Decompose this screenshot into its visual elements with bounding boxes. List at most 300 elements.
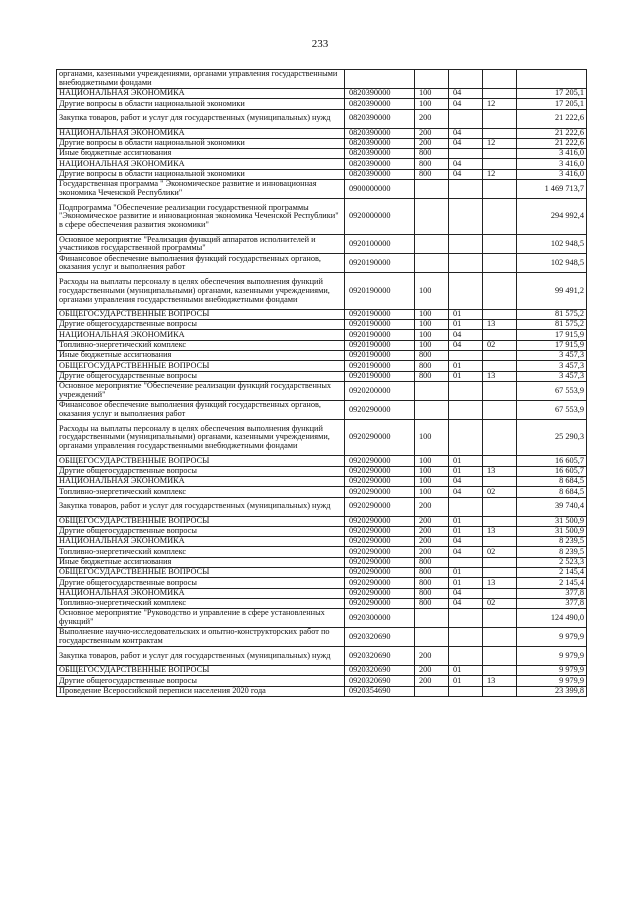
section-cell: 04	[449, 159, 483, 169]
amount-cell	[517, 70, 587, 89]
expense-type-cell	[415, 199, 449, 235]
amount-cell: 2 145,4	[517, 578, 587, 588]
subsection-cell	[483, 628, 517, 647]
subsection-cell: 12	[483, 99, 517, 109]
subsection-cell	[483, 381, 517, 400]
expense-name-cell: Другие вопросы в области национальной экономики	[57, 138, 345, 148]
expense-name-cell: Государственная программа " Экономическое развитие и инновационная экономика Чеченской Республики"	[57, 180, 345, 199]
expense-type-cell: 800	[415, 598, 449, 608]
section-cell	[449, 609, 483, 628]
subsection-cell	[483, 309, 517, 319]
section-cell: 04	[449, 476, 483, 486]
expense-name-cell: ОБЩЕГОСУДАРСТВЕННЫЕ ВОПРОСЫ	[57, 666, 345, 676]
table-row	[57, 128, 587, 138]
amount-cell: 67 553,9	[517, 400, 587, 419]
expense-name-cell: ОБЩЕГОСУДАРСТВЕННЫЕ ВОПРОСЫ	[57, 309, 345, 319]
section-cell: 01	[449, 578, 483, 588]
table-row	[57, 666, 587, 676]
budget-table-body	[57, 70, 587, 697]
target-code-cell	[345, 70, 415, 89]
expense-type-cell: 200	[415, 109, 449, 128]
target-code-cell: 0920190000	[345, 320, 415, 330]
expense-name-cell: Другие общегосударственные вопросы	[57, 526, 345, 536]
expense-type-cell	[415, 235, 449, 254]
target-code-cell: 0920290000	[345, 516, 415, 526]
expense-name-cell: НАЦИОНАЛЬНАЯ ЭКОНОМИКА	[57, 537, 345, 547]
section-cell: 04	[449, 128, 483, 138]
amount-cell: 124 490,0	[517, 609, 587, 628]
table-row	[57, 547, 587, 557]
expense-name-cell: Закупка товаров, работ и услуг для государственных (муниципальных) нужд	[57, 497, 345, 516]
subsection-cell	[483, 89, 517, 99]
table-row	[57, 400, 587, 419]
amount-cell: 8 684,5	[517, 487, 587, 497]
expense-type-cell: 200	[415, 537, 449, 547]
section-cell	[449, 235, 483, 254]
expense-name-cell: ОБЩЕГОСУДАРСТВЕННЫЕ ВОПРОСЫ	[57, 361, 345, 371]
expense-type-cell: 800	[415, 351, 449, 361]
expense-type-cell: 800	[415, 568, 449, 578]
section-cell: 01	[449, 516, 483, 526]
target-code-cell: 0920290000	[345, 588, 415, 598]
table-row	[57, 70, 587, 89]
section-cell	[449, 419, 483, 455]
expense-name-cell: Иные бюджетные ассигнования	[57, 351, 345, 361]
subsection-cell: 02	[483, 340, 517, 350]
subsection-cell	[483, 647, 517, 666]
expense-type-cell: 800	[415, 149, 449, 159]
target-code-cell: 0920290000	[345, 537, 415, 547]
expense-name-cell: Другие общегосударственные вопросы	[57, 676, 345, 686]
expense-name-cell: Иные бюджетные ассигнования	[57, 149, 345, 159]
target-code-cell: 0920190000	[345, 330, 415, 340]
subsection-cell: 12	[483, 169, 517, 179]
expense-name-cell: Закупка товаров, работ и услуг для государственных (муниципальных) нужд	[57, 109, 345, 128]
target-code-cell: 0820390000	[345, 138, 415, 148]
expense-type-cell: 800	[415, 371, 449, 381]
amount-cell: 9 979,9	[517, 647, 587, 666]
table-row	[57, 309, 587, 319]
amount-cell: 16 605,7	[517, 466, 587, 476]
table-row	[57, 361, 587, 371]
amount-cell: 377,8	[517, 598, 587, 608]
amount-cell: 8 239,5	[517, 547, 587, 557]
subsection-cell	[483, 109, 517, 128]
table-row	[57, 138, 587, 148]
expense-type-cell: 200	[415, 676, 449, 686]
expense-name-cell: НАЦИОНАЛЬНАЯ ЭКОНОМИКА	[57, 476, 345, 486]
expense-name-cell: НАЦИОНАЛЬНАЯ ЭКОНОМИКА	[57, 330, 345, 340]
target-code-cell: 0920290000	[345, 487, 415, 497]
expense-type-cell: 200	[415, 526, 449, 536]
expense-type-cell	[415, 686, 449, 696]
amount-cell: 17 915,9	[517, 330, 587, 340]
section-cell: 04	[449, 99, 483, 109]
expense-type-cell: 100	[415, 456, 449, 466]
table-row	[57, 537, 587, 547]
amount-cell: 17 205,1	[517, 89, 587, 99]
table-row	[57, 330, 587, 340]
expense-type-cell: 200	[415, 647, 449, 666]
target-code-cell: 0920200000	[345, 381, 415, 400]
section-cell	[449, 109, 483, 128]
expense-name-cell: Другие общегосударственные вопросы	[57, 320, 345, 330]
expense-type-cell: 100	[415, 99, 449, 109]
expense-type-cell: 800	[415, 578, 449, 588]
expense-type-cell: 100	[415, 466, 449, 476]
section-cell	[449, 647, 483, 666]
amount-cell: 2 145,4	[517, 568, 587, 578]
section-cell	[449, 149, 483, 159]
expense-type-cell: 200	[415, 666, 449, 676]
table-row	[57, 526, 587, 536]
expense-type-cell: 200	[415, 128, 449, 138]
expense-name-cell: Топливно-энергетический комплекс	[57, 487, 345, 497]
amount-cell: 23 399,8	[517, 686, 587, 696]
expense-name-cell: Другие вопросы в области национальной экономики	[57, 169, 345, 179]
amount-cell: 8 239,5	[517, 537, 587, 547]
expense-name-cell: Топливно-энергетический комплекс	[57, 340, 345, 350]
target-code-cell: 0920290000	[345, 578, 415, 588]
target-code-cell: 0920290000	[345, 400, 415, 419]
amount-cell: 21 222,6	[517, 128, 587, 138]
expense-name-cell: ОБЩЕГОСУДАРСТВЕННЫЕ ВОПРОСЫ	[57, 568, 345, 578]
target-code-cell: 0920190000	[345, 340, 415, 350]
amount-cell: 17 915,9	[517, 340, 587, 350]
expense-type-cell	[415, 400, 449, 419]
table-row	[57, 516, 587, 526]
subsection-cell	[483, 557, 517, 567]
section-cell: 04	[449, 89, 483, 99]
expense-name-cell: органами, казенными учреждениями, органами управления государственными внебюджетными фондами	[57, 70, 345, 89]
subsection-cell	[483, 149, 517, 159]
target-code-cell: 0920290000	[345, 497, 415, 516]
table-row	[57, 676, 587, 686]
expense-name-cell: Топливно-энергетический комплекс	[57, 598, 345, 608]
expense-name-cell: ОБЩЕГОСУДАРСТВЕННЫЕ ВОПРОСЫ	[57, 516, 345, 526]
expense-name-cell: Другие общегосударственные вопросы	[57, 371, 345, 381]
section-cell: 01	[449, 361, 483, 371]
amount-cell: 3 416,0	[517, 169, 587, 179]
expense-name-cell: Финансовое обеспечение выполнения функций государственных органов, оказания услуг и выполнения работ	[57, 400, 345, 419]
subsection-cell	[483, 180, 517, 199]
expense-type-cell	[415, 254, 449, 273]
amount-cell: 102 948,5	[517, 254, 587, 273]
amount-cell: 294 992,4	[517, 199, 587, 235]
subsection-cell	[483, 568, 517, 578]
section-cell: 04	[449, 487, 483, 497]
section-cell	[449, 400, 483, 419]
subsection-cell	[483, 70, 517, 89]
subsection-cell: 13	[483, 466, 517, 476]
expense-type-cell: 200	[415, 497, 449, 516]
subsection-cell	[483, 235, 517, 254]
amount-cell: 2 523,3	[517, 557, 587, 567]
subsection-cell	[483, 666, 517, 676]
target-code-cell: 0820390000	[345, 99, 415, 109]
table-row	[57, 254, 587, 273]
page-number: 233	[311, 38, 329, 50]
expense-type-cell: 800	[415, 361, 449, 371]
section-cell: 01	[449, 666, 483, 676]
table-row	[57, 456, 587, 466]
section-cell	[449, 70, 483, 89]
amount-cell: 25 290,3	[517, 419, 587, 455]
section-cell: 04	[449, 330, 483, 340]
amount-cell: 8 684,5	[517, 476, 587, 486]
section-cell	[449, 381, 483, 400]
subsection-cell	[483, 273, 517, 309]
subsection-cell	[483, 361, 517, 371]
subsection-cell: 02	[483, 487, 517, 497]
target-code-cell: 0920290000	[345, 456, 415, 466]
amount-cell: 81 575,2	[517, 309, 587, 319]
amount-cell: 39 740,4	[517, 497, 587, 516]
section-cell	[449, 199, 483, 235]
expense-type-cell: 100	[415, 309, 449, 319]
expense-name-cell: Другие вопросы в области национальной экономики	[57, 99, 345, 109]
target-code-cell: 0920190000	[345, 273, 415, 309]
section-cell: 01	[449, 371, 483, 381]
target-code-cell: 0920290000	[345, 419, 415, 455]
expense-name-cell: НАЦИОНАЛЬНАЯ ЭКОНОМИКА	[57, 159, 345, 169]
expense-name-cell: НАЦИОНАЛЬНАЯ ЭКОНОМИКА	[57, 588, 345, 598]
table-row	[57, 497, 587, 516]
target-code-cell: 0920320690	[345, 666, 415, 676]
subsection-cell	[483, 537, 517, 547]
amount-cell: 21 222,6	[517, 109, 587, 128]
section-cell	[449, 497, 483, 516]
target-code-cell: 0920290000	[345, 476, 415, 486]
expense-type-cell: 100	[415, 340, 449, 350]
expense-name-cell: Основное мероприятие "Обеспечение реализации функций государственных учреждений"	[57, 381, 345, 400]
amount-cell: 31 500,9	[517, 526, 587, 536]
subsection-cell: 13	[483, 676, 517, 686]
subsection-cell	[483, 497, 517, 516]
target-code-cell: 0820390000	[345, 89, 415, 99]
subsection-cell: 13	[483, 526, 517, 536]
target-code-cell: 0920320690	[345, 647, 415, 666]
amount-cell: 9 979,9	[517, 676, 587, 686]
amount-cell: 9 979,9	[517, 628, 587, 647]
target-code-cell: 0920190000	[345, 351, 415, 361]
table-row	[57, 180, 587, 199]
table-row	[57, 628, 587, 647]
subsection-cell	[483, 330, 517, 340]
target-code-cell: 0820390000	[345, 169, 415, 179]
amount-cell: 3 416,0	[517, 149, 587, 159]
target-code-cell: 0920320690	[345, 628, 415, 647]
table-row	[57, 351, 587, 361]
table-row	[57, 647, 587, 666]
amount-cell: 81 575,2	[517, 320, 587, 330]
budget-table	[56, 69, 587, 697]
amount-cell: 17 205,1	[517, 99, 587, 109]
subsection-cell: 13	[483, 578, 517, 588]
table-row	[57, 686, 587, 696]
table-row	[57, 273, 587, 309]
section-cell	[449, 180, 483, 199]
subsection-cell: 02	[483, 547, 517, 557]
table-row	[57, 466, 587, 476]
expense-type-cell: 100	[415, 487, 449, 497]
table-row	[57, 320, 587, 330]
subsection-cell	[483, 516, 517, 526]
target-code-cell: 0920190000	[345, 309, 415, 319]
subsection-cell	[483, 199, 517, 235]
expense-type-cell: 200	[415, 138, 449, 148]
expense-type-cell: 800	[415, 159, 449, 169]
expense-name-cell: Закупка товаров, работ и услуг для государственных (муниципальных) нужд	[57, 647, 345, 666]
target-code-cell: 0920290000	[345, 466, 415, 476]
expense-type-cell: 100	[415, 330, 449, 340]
subsection-cell	[483, 456, 517, 466]
amount-cell: 3 457,3	[517, 361, 587, 371]
amount-cell: 1 469 713,7	[517, 180, 587, 199]
target-code-cell: 0920290000	[345, 557, 415, 567]
subsection-cell	[483, 609, 517, 628]
expense-type-cell: 800	[415, 169, 449, 179]
expense-name-cell: ОБЩЕГОСУДАРСТВЕННЫЕ ВОПРОСЫ	[57, 456, 345, 466]
table-row	[57, 371, 587, 381]
expense-type-cell	[415, 381, 449, 400]
expense-type-cell: 800	[415, 557, 449, 567]
table-row	[57, 578, 587, 588]
amount-cell: 9 979,9	[517, 666, 587, 676]
target-code-cell: 0920290000	[345, 547, 415, 557]
expense-type-cell: 100	[415, 419, 449, 455]
target-code-cell: 0920190000	[345, 254, 415, 273]
table-row	[57, 109, 587, 128]
table-row	[57, 557, 587, 567]
table-row	[57, 149, 587, 159]
section-cell	[449, 351, 483, 361]
subsection-cell: 12	[483, 138, 517, 148]
target-code-cell: 0920100000	[345, 235, 415, 254]
table-row	[57, 169, 587, 179]
target-code-cell: 0920290000	[345, 526, 415, 536]
table-row	[57, 476, 587, 486]
expense-name-cell: Проведение Всероссийской переписи населения 2020 года	[57, 686, 345, 696]
expense-type-cell: 100	[415, 89, 449, 99]
section-cell: 01	[449, 676, 483, 686]
subsection-cell	[483, 419, 517, 455]
target-code-cell: 0920354690	[345, 686, 415, 696]
target-code-cell: 0920300000	[345, 609, 415, 628]
subsection-cell	[483, 128, 517, 138]
expense-type-cell: 100	[415, 320, 449, 330]
section-cell: 04	[449, 138, 483, 148]
table-row	[57, 340, 587, 350]
subsection-cell	[483, 588, 517, 598]
expense-name-cell: Расходы на выплаты персоналу в целях обеспечения выполнения функций государственными (муниципальными) органами, казенными учреждениями, органами управления государственными внебюджетными фондами	[57, 273, 345, 309]
expense-name-cell: Финансовое обеспечение выполнения функций государственных органов, оказания услуг и выполнения работ	[57, 254, 345, 273]
expense-name-cell: Основное мероприятие "Руководство и управление в сфере установленных функций"	[57, 609, 345, 628]
amount-cell: 3 416,0	[517, 159, 587, 169]
amount-cell: 3 457,3	[517, 351, 587, 361]
table-row	[57, 588, 587, 598]
expense-type-cell: 800	[415, 588, 449, 598]
subsection-cell	[483, 254, 517, 273]
section-cell	[449, 686, 483, 696]
target-code-cell: 0920290000	[345, 568, 415, 578]
amount-cell: 21 222,6	[517, 138, 587, 148]
section-cell: 04	[449, 537, 483, 547]
target-code-cell: 0820390000	[345, 128, 415, 138]
amount-cell: 377,8	[517, 588, 587, 598]
expense-name-cell: Топливно-энергетический комплекс	[57, 547, 345, 557]
expense-type-cell: 200	[415, 547, 449, 557]
section-cell	[449, 628, 483, 647]
section-cell: 01	[449, 568, 483, 578]
subsection-cell: 02	[483, 598, 517, 608]
section-cell: 01	[449, 309, 483, 319]
expense-type-cell	[415, 180, 449, 199]
target-code-cell: 0900000000	[345, 180, 415, 199]
subsection-cell	[483, 476, 517, 486]
expense-name-cell: НАЦИОНАЛЬНАЯ ЭКОНОМИКА	[57, 128, 345, 138]
subsection-cell	[483, 351, 517, 361]
expense-type-cell	[415, 609, 449, 628]
table-row	[57, 419, 587, 455]
target-code-cell: 0920320690	[345, 676, 415, 686]
table-row	[57, 235, 587, 254]
amount-cell: 3 457,3	[517, 371, 587, 381]
subsection-cell: 13	[483, 371, 517, 381]
section-cell: 04	[449, 547, 483, 557]
expense-name-cell: Иные бюджетные ассигнования	[57, 557, 345, 567]
section-cell	[449, 254, 483, 273]
expense-name-cell: Подпрограмма "Обеспечение реализации государственной программы "Экономическое развитие и инновационная экономика Чеченской Республики" в сфере обеспечения развития экономики"	[57, 199, 345, 235]
section-cell	[449, 557, 483, 567]
section-cell: 01	[449, 526, 483, 536]
expense-name-cell: Другие общегосударственные вопросы	[57, 578, 345, 588]
table-row	[57, 199, 587, 235]
amount-cell: 99 491,2	[517, 273, 587, 309]
expense-name-cell: Расходы на выплаты персоналу в целях обеспечения выполнения функций государственными (муниципальными) органами, казенными учреждениями, органами управления государственными внебюджетными фондами	[57, 419, 345, 455]
expense-type-cell	[415, 70, 449, 89]
section-cell: 04	[449, 169, 483, 179]
target-code-cell: 0820390000	[345, 149, 415, 159]
expense-name-cell: Выполнение научно-исследовательских и опытно-конструкторских работ по государственным контрактам	[57, 628, 345, 647]
section-cell: 01	[449, 466, 483, 476]
expense-type-cell: 200	[415, 516, 449, 526]
target-code-cell: 0820390000	[345, 109, 415, 128]
subsection-cell: 13	[483, 320, 517, 330]
table-row	[57, 99, 587, 109]
amount-cell: 31 500,9	[517, 516, 587, 526]
amount-cell: 16 605,7	[517, 456, 587, 466]
section-cell: 01	[449, 320, 483, 330]
amount-cell: 102 948,5	[517, 235, 587, 254]
section-cell: 04	[449, 340, 483, 350]
expense-name-cell: Другие общегосударственные вопросы	[57, 466, 345, 476]
subsection-cell	[483, 400, 517, 419]
table-row	[57, 89, 587, 99]
subsection-cell	[483, 686, 517, 696]
target-code-cell: 0820390000	[345, 159, 415, 169]
target-code-cell: 0920190000	[345, 371, 415, 381]
target-code-cell: 0920290000	[345, 598, 415, 608]
expense-type-cell: 100	[415, 273, 449, 309]
section-cell: 01	[449, 456, 483, 466]
amount-cell: 67 553,9	[517, 381, 587, 400]
table-row	[57, 381, 587, 400]
expense-name-cell: Основное мероприятие "Реализация функций аппаратов исполнителей и участников государственной программы"	[57, 235, 345, 254]
table-row	[57, 159, 587, 169]
expense-type-cell: 100	[415, 476, 449, 486]
expense-name-cell: НАЦИОНАЛЬНАЯ ЭКОНОМИКА	[57, 89, 345, 99]
